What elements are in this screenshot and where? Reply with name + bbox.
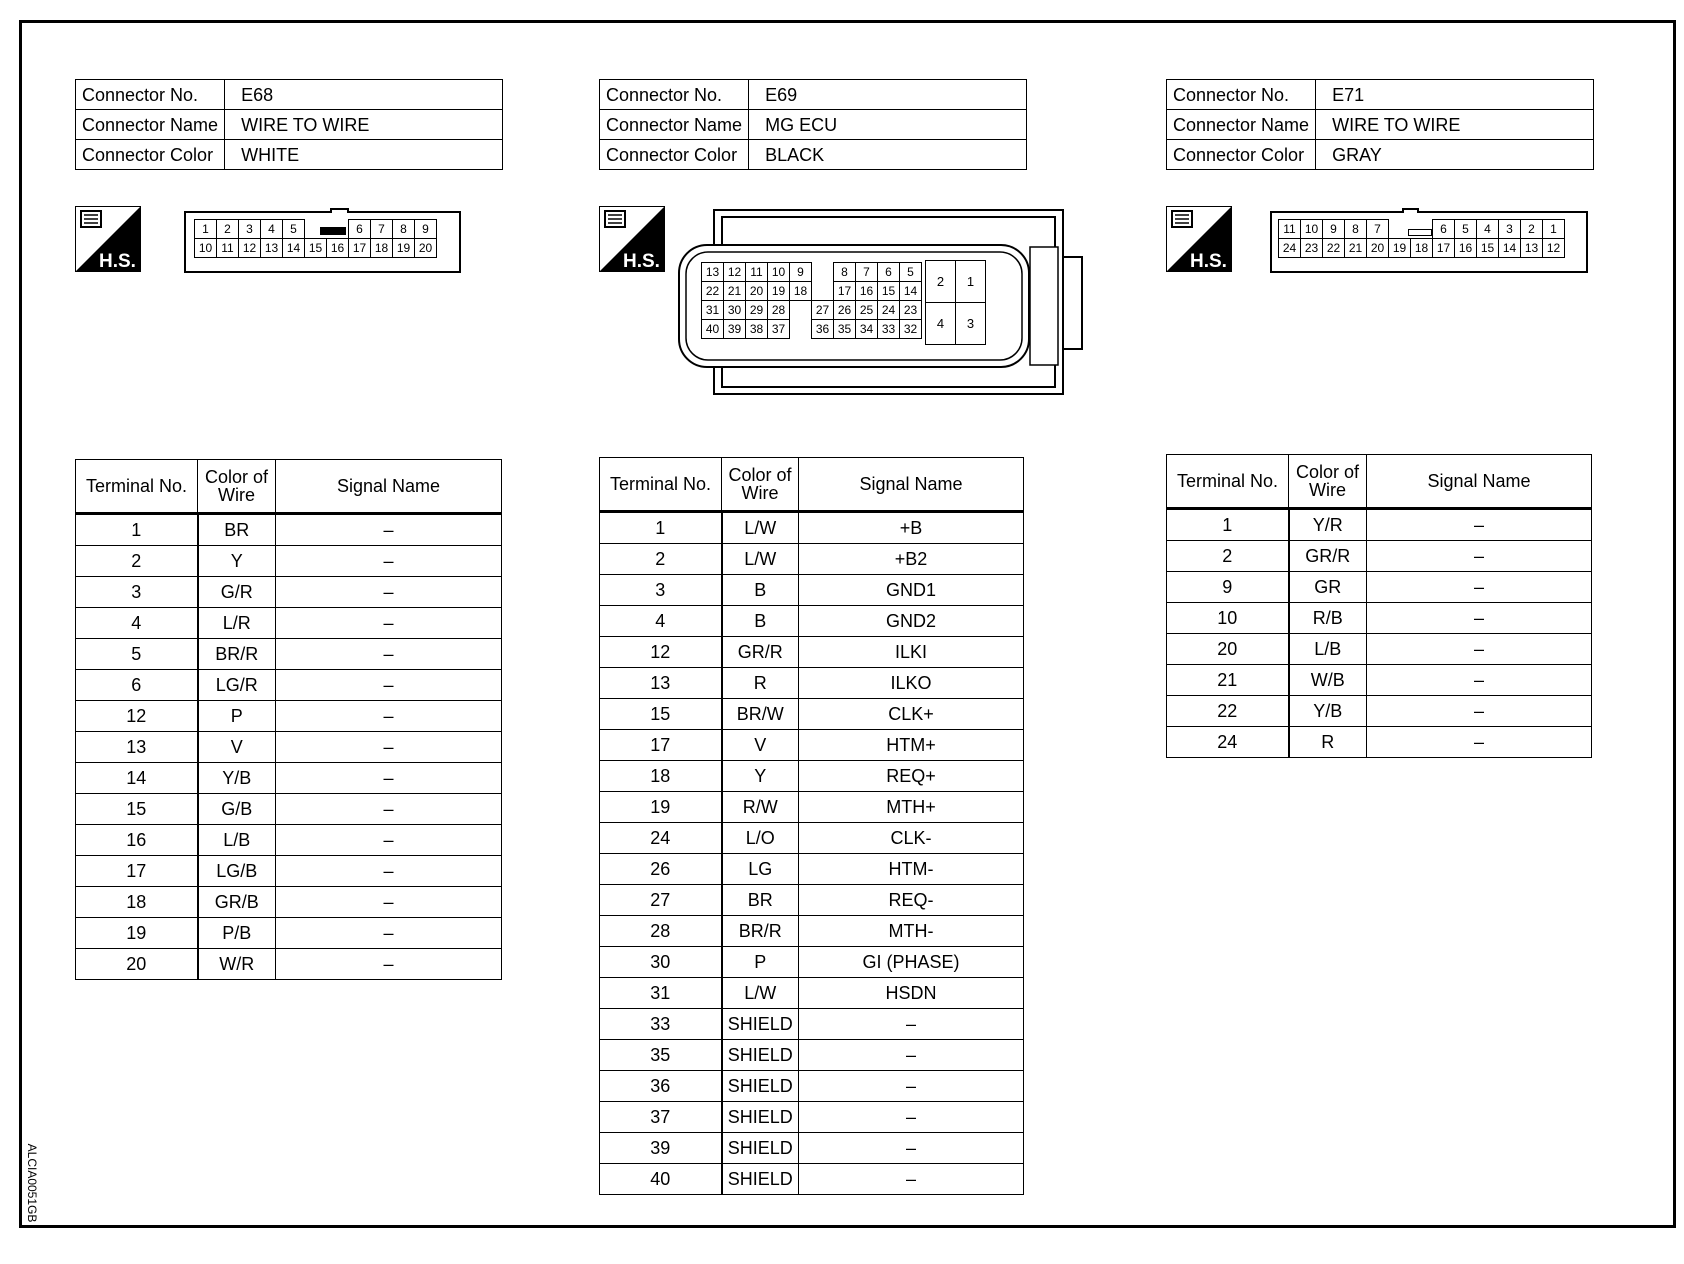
svg-text:H.S.: H.S. [99, 251, 136, 272]
terminal-no: 9 [1167, 572, 1289, 603]
wire-color: SHIELD [722, 1164, 799, 1195]
signal-name: – [276, 608, 502, 639]
wire-color: SHIELD [722, 1009, 799, 1040]
terminal-no: 1 [1167, 509, 1289, 541]
terminal-row [600, 1071, 1024, 1102]
terminal-cavity: 12 [1542, 238, 1565, 258]
connector-info-e68: Connector No. E68 Connector Name WIRE TO WIRE Connector Color WHITE [75, 79, 503, 170]
terminal-row [600, 1040, 1024, 1071]
terminal-row [600, 575, 1024, 606]
power-terminal-cavity: 2 [925, 260, 956, 303]
wire-color: L/W [722, 544, 799, 575]
signal-name: HSDN [799, 978, 1024, 1009]
wire-color: L/B [1289, 634, 1367, 665]
terminal-cavity: 24 [1278, 238, 1301, 258]
terminal-no: 5 [76, 639, 198, 670]
wire-color: GR/R [1289, 541, 1367, 572]
terminal-cavity: 6 [877, 262, 900, 282]
terminal-row [76, 670, 502, 701]
terminal-no: 13 [600, 668, 722, 699]
signal-name: MTH+ [799, 792, 1024, 823]
wire-color: SHIELD [722, 1102, 799, 1133]
terminal-row [1167, 634, 1592, 665]
harness-side-icon [599, 206, 665, 272]
terminal-row [600, 637, 1024, 668]
terminal-row [701, 281, 921, 300]
terminal-row [1167, 541, 1592, 572]
wire-color: V [198, 732, 276, 763]
wire-color: BR/R [198, 639, 276, 670]
terminal-cavity: 2 [216, 219, 239, 239]
terminal-no: 4 [600, 606, 722, 637]
terminal-cavity: 16 [1454, 238, 1477, 258]
terminal-cavity [789, 319, 812, 339]
signal-name: MTH- [799, 916, 1024, 947]
terminal-cavity: 28 [767, 300, 790, 320]
terminal-row [600, 854, 1024, 885]
wire-color: L/W [722, 512, 799, 544]
signal-name: HTM+ [799, 730, 1024, 761]
signal-name: – [276, 763, 502, 794]
wire-color: G/R [198, 577, 276, 608]
figure-code: ALCIA0051GB [25, 1143, 39, 1222]
harness-side-icon [1166, 206, 1232, 272]
signal-name: CLK+ [799, 699, 1024, 730]
terminal-no: 3 [600, 575, 722, 606]
terminal-cavity: 6 [348, 219, 371, 239]
terminal-row [600, 947, 1024, 978]
connector-info-e69: Connector No. E69 Connector Name MG ECU Connector Color BLACK [599, 79, 1027, 170]
signal-name: REQ+ [799, 761, 1024, 792]
signal-name: HTM- [799, 854, 1024, 885]
terminal-row [1167, 509, 1592, 541]
signal-name: ILKI [799, 637, 1024, 668]
terminal-no: 40 [600, 1164, 722, 1195]
signal-name: CLK- [799, 823, 1024, 854]
terminal-row [1167, 696, 1592, 727]
terminal-cavity: 25 [855, 300, 878, 320]
terminal-row [600, 668, 1024, 699]
terminal-no: 15 [600, 699, 722, 730]
terminal-row [194, 219, 436, 238]
terminal-no: 3 [76, 577, 198, 608]
terminal-no: 30 [600, 947, 722, 978]
terminal-cavity: 18 [370, 238, 393, 258]
terminal-cavity: 36 [811, 319, 834, 339]
terminal-cavity: 12 [238, 238, 261, 258]
terminal-row [600, 730, 1024, 761]
signal-name: – [276, 701, 502, 732]
wire-color: G/B [198, 794, 276, 825]
wire-color: Y/R [1289, 509, 1367, 541]
terminal-cavity: 9 [414, 219, 437, 239]
terminal-no: 16 [76, 825, 198, 856]
wire-color: P [722, 947, 799, 978]
terminal-row [701, 262, 921, 281]
terminal-cavity: 18 [1410, 238, 1433, 258]
terminal-no: 1 [600, 512, 722, 544]
terminal-row [1278, 238, 1564, 257]
terminal-cavity: 22 [701, 281, 724, 301]
terminal-cavity: 12 [723, 262, 746, 282]
terminal-cavity [811, 262, 834, 282]
terminal-cavity: 30 [723, 300, 746, 320]
terminal-cavity: 22 [1322, 238, 1345, 258]
wire-color: P [198, 701, 276, 732]
signal-name: – [799, 1009, 1024, 1040]
terminal-cavity: 19 [392, 238, 415, 258]
wire-color: GR [1289, 572, 1367, 603]
terminal-row [76, 949, 502, 980]
terminal-cavity: 40 [701, 319, 724, 339]
terminal-row [600, 699, 1024, 730]
wire-color: V [722, 730, 799, 761]
terminal-no: 33 [600, 1009, 722, 1040]
power-terminal-cavity: 1 [955, 260, 986, 303]
terminal-cavity: 23 [899, 300, 922, 320]
wire-color: BR [198, 514, 276, 546]
terminal-no: 2 [600, 544, 722, 575]
terminal-row [76, 918, 502, 949]
signal-name: – [276, 949, 502, 980]
svg-text:H.S.: H.S. [1190, 251, 1227, 272]
terminal-row [76, 514, 502, 546]
terminal-no: 18 [76, 887, 198, 918]
signal-name: – [276, 856, 502, 887]
signal-name: – [1367, 509, 1592, 541]
terminal-cavity: 18 [789, 281, 812, 301]
wire-color: GR/R [722, 637, 799, 668]
terminal-no: 12 [76, 701, 198, 732]
terminal-cavity: 32 [899, 319, 922, 339]
signal-name: +B2 [799, 544, 1024, 575]
terminal-no: 24 [600, 823, 722, 854]
terminal-row [600, 544, 1024, 575]
terminal-row [76, 608, 502, 639]
terminal-cavity: 7 [1366, 219, 1389, 239]
terminal-no: 6 [76, 670, 198, 701]
terminal-cavity: 10 [1300, 219, 1323, 239]
terminal-cavity: 13 [260, 238, 283, 258]
terminal-row [600, 1133, 1024, 1164]
signal-name: – [799, 1133, 1024, 1164]
terminal-cavity [789, 300, 812, 320]
terminal-cavity: 20 [745, 281, 768, 301]
signal-name: – [276, 670, 502, 701]
wire-color: R [722, 668, 799, 699]
wire-color: B [722, 606, 799, 637]
terminal-cavity: 27 [811, 300, 834, 320]
keyway-marker [320, 227, 346, 235]
terminal-cavity: 17 [833, 281, 856, 301]
terminal-row [600, 606, 1024, 637]
terminal-row [76, 546, 502, 577]
terminal-no: 14 [76, 763, 198, 794]
wire-color: SHIELD [722, 1071, 799, 1102]
terminal-cavity: 10 [767, 262, 790, 282]
signal-name: – [276, 577, 502, 608]
wire-color: B [722, 575, 799, 606]
terminal-cavity: 33 [877, 319, 900, 339]
wire-color: W/B [1289, 665, 1367, 696]
terminal-no: 15 [76, 794, 198, 825]
terminal-cavity: 17 [1432, 238, 1455, 258]
signal-name: +B [799, 512, 1024, 544]
terminal-row [76, 794, 502, 825]
terminal-no: 10 [1167, 603, 1289, 634]
terminal-cavity: 6 [1432, 219, 1455, 239]
terminal-cavity: 8 [392, 219, 415, 239]
terminal-row [1167, 572, 1592, 603]
terminal-row [600, 1164, 1024, 1195]
terminal-cavity: 9 [789, 262, 812, 282]
terminal-no: 12 [600, 637, 722, 668]
terminal-no: 2 [76, 546, 198, 577]
wire-color: L/B [198, 825, 276, 856]
wire-color: R/B [1289, 603, 1367, 634]
terminal-cavity: 23 [1300, 238, 1323, 258]
wire-color: L/O [722, 823, 799, 854]
terminal-cavity: 13 [701, 262, 724, 282]
signal-name: – [276, 887, 502, 918]
terminal-cavity: 1 [1542, 219, 1565, 239]
terminal-no: 28 [600, 916, 722, 947]
wire-color: Y/B [198, 763, 276, 794]
terminal-no: 20 [76, 949, 198, 980]
signal-name: – [276, 825, 502, 856]
signal-name: – [799, 1164, 1024, 1195]
wire-color: BR/R [722, 916, 799, 947]
terminal-cavity: 21 [1344, 238, 1367, 258]
terminal-no: 22 [1167, 696, 1289, 727]
terminal-no: 20 [1167, 634, 1289, 665]
wire-color: P/B [198, 918, 276, 949]
terminal-row [600, 823, 1024, 854]
terminal-no: 35 [600, 1040, 722, 1071]
terminal-no: 1 [76, 514, 198, 546]
terminal-row [600, 885, 1024, 916]
terminal-row [600, 916, 1024, 947]
terminal-cavity: 4 [1476, 219, 1499, 239]
signal-name: REQ- [799, 885, 1024, 916]
terminal-cavity: 19 [767, 281, 790, 301]
terminal-table-e69: Terminal No. Color of Wire Signal Name 1 L/W +B 2 L/W +B2 3 B GND1 4 B GND2 12 GR/R ILKI 13 R ILKO 15 BR/W CLK+ 17 V HTM+ 18 Y REQ+ 19 R/W MTH+ 24 L/O CLK- 26 LG HTM- 27 BR REQ- 28 BR/R MTH- 30 P GI (PHASE) 31 L/W HSDN 33 SHIELD – 35 SHIELD – 36 SHIELD – 37 SHIELD – 39 SHIELD – 40 SHIELD – [599, 457, 1024, 1195]
terminal-cavity: 11 [1278, 219, 1301, 239]
terminal-row [701, 319, 921, 338]
terminal-row [1167, 603, 1592, 634]
signal-name: – [1367, 603, 1592, 634]
wire-color: BR [722, 885, 799, 916]
terminal-no: 36 [600, 1071, 722, 1102]
terminal-cavity: 19 [1388, 238, 1411, 258]
terminal-cavity: 9 [1322, 219, 1345, 239]
terminal-cavity: 21 [723, 281, 746, 301]
terminal-row [600, 978, 1024, 1009]
signal-name: – [799, 1102, 1024, 1133]
terminal-row [76, 763, 502, 794]
svg-text:H.S.: H.S. [623, 251, 660, 272]
terminal-table-e71: Terminal No. Color of Wire Signal Name 1 Y/R – 2 GR/R – 9 GR – 10 R/B – 20 L/B – 21 W/B – 22 Y/B – 24 R – [1166, 454, 1592, 758]
terminal-cavity: 24 [877, 300, 900, 320]
terminal-no: 2 [1167, 541, 1289, 572]
signal-name: – [276, 546, 502, 577]
terminal-row [76, 856, 502, 887]
terminal-cavity: 7 [855, 262, 878, 282]
terminal-cavity: 16 [855, 281, 878, 301]
signal-name: GND1 [799, 575, 1024, 606]
terminal-no: 4 [76, 608, 198, 639]
wire-color: Y [722, 761, 799, 792]
wire-color: R/W [722, 792, 799, 823]
terminal-row [600, 1102, 1024, 1133]
terminal-cavity: 20 [414, 238, 437, 258]
terminal-cavity: 8 [1344, 219, 1367, 239]
terminal-cavity: 16 [326, 238, 349, 258]
signal-name: GI (PHASE) [799, 947, 1024, 978]
terminal-row [76, 825, 502, 856]
signal-name: – [1367, 541, 1592, 572]
terminal-cavity: 31 [701, 300, 724, 320]
terminal-cavity: 14 [899, 281, 922, 301]
power-terminal-cavity: 3 [955, 302, 986, 345]
signal-name: – [276, 794, 502, 825]
power-terminal-cavity: 4 [925, 302, 956, 345]
terminal-no: 17 [76, 856, 198, 887]
terminal-no: 39 [600, 1133, 722, 1164]
terminal-row [600, 792, 1024, 823]
terminal-cavity: 3 [1498, 219, 1521, 239]
wire-color: L/W [722, 978, 799, 1009]
wire-color: LG/B [198, 856, 276, 887]
terminal-cavity: 7 [370, 219, 393, 239]
terminal-cavity: 10 [194, 238, 217, 258]
signal-name: – [276, 639, 502, 670]
terminal-cavity: 14 [282, 238, 305, 258]
terminal-cavity: 37 [767, 319, 790, 339]
connector-info-e71: Connector No. E71 Connector Name WIRE TO WIRE Connector Color GRAY [1166, 79, 1594, 170]
signal-name: GND2 [799, 606, 1024, 637]
signal-name: – [1367, 696, 1592, 727]
wire-color: L/R [198, 608, 276, 639]
terminal-cavity: 15 [1476, 238, 1499, 258]
terminal-no: 24 [1167, 727, 1289, 758]
terminal-row [76, 577, 502, 608]
power-terminal-block [925, 260, 985, 344]
wire-color: R [1289, 727, 1367, 758]
terminal-cavity: 14 [1498, 238, 1521, 258]
terminal-row [600, 512, 1024, 544]
terminal-cavity: 5 [1454, 219, 1477, 239]
signal-name: – [276, 514, 502, 546]
keyway-marker [1408, 229, 1432, 236]
terminal-no: 17 [600, 730, 722, 761]
terminal-no: 19 [76, 918, 198, 949]
terminal-cavity: 11 [745, 262, 768, 282]
terminal-cavity: 1 [194, 219, 217, 239]
terminal-table-e68: Terminal No. Color of Wire Signal Name 1 BR – 2 Y – 3 G/R – 4 L/R – 5 BR/R – 6 LG/R – 12 P – 13 V – 14 Y/B – 15 G/B – 16 L/B – 17 LG/B – 18 GR/B – 19 P/B – 20 W/R – [75, 459, 502, 980]
terminal-no: 21 [1167, 665, 1289, 696]
terminal-cavity: 4 [260, 219, 283, 239]
signal-name: – [1367, 572, 1592, 603]
terminal-row [1167, 665, 1592, 696]
terminal-cavity: 35 [833, 319, 856, 339]
wire-color: Y [198, 546, 276, 577]
wire-color: BR/W [722, 699, 799, 730]
terminal-no: 31 [600, 978, 722, 1009]
signal-name: – [1367, 634, 1592, 665]
terminal-cavity: 39 [723, 319, 746, 339]
terminal-cavity: 17 [348, 238, 371, 258]
terminal-cavity: 11 [216, 238, 239, 258]
terminal-cavity: 5 [899, 262, 922, 282]
terminal-no: 27 [600, 885, 722, 916]
terminal-row [194, 238, 436, 257]
terminal-no: 26 [600, 854, 722, 885]
signal-name: – [1367, 665, 1592, 696]
terminal-row [76, 887, 502, 918]
terminal-cavity: 2 [1520, 219, 1543, 239]
terminal-cavity: 8 [833, 262, 856, 282]
wire-color: LG [722, 854, 799, 885]
terminal-cavity: 20 [1366, 238, 1389, 258]
terminal-no: 19 [600, 792, 722, 823]
terminal-cavity: 15 [304, 238, 327, 258]
signal-name: – [276, 732, 502, 763]
terminal-cavity: 3 [238, 219, 261, 239]
terminal-row [76, 639, 502, 670]
signal-name: – [799, 1040, 1024, 1071]
terminal-cavity: 26 [833, 300, 856, 320]
signal-name: – [276, 918, 502, 949]
terminal-row [1167, 727, 1592, 758]
terminal-row [701, 300, 921, 319]
terminal-row [600, 761, 1024, 792]
signal-name: – [799, 1071, 1024, 1102]
terminal-cavity: 5 [282, 219, 305, 239]
terminal-cavity: 13 [1520, 238, 1543, 258]
wire-color: SHIELD [722, 1133, 799, 1164]
terminal-no: 37 [600, 1102, 722, 1133]
wire-color: Y/B [1289, 696, 1367, 727]
terminal-no: 13 [76, 732, 198, 763]
wire-color: LG/R [198, 670, 276, 701]
terminal-cavity: 15 [877, 281, 900, 301]
terminal-cavity [811, 281, 834, 301]
wire-color: W/R [198, 949, 276, 980]
terminal-cavity: 34 [855, 319, 878, 339]
signal-name: – [1367, 727, 1592, 758]
terminal-cavity: 29 [745, 300, 768, 320]
terminal-no: 18 [600, 761, 722, 792]
terminal-cavity: 38 [745, 319, 768, 339]
harness-side-icon [75, 206, 141, 272]
terminal-row [600, 1009, 1024, 1040]
terminal-row [76, 701, 502, 732]
signal-name: ILKO [799, 668, 1024, 699]
terminal-row [76, 732, 502, 763]
wire-color: SHIELD [722, 1040, 799, 1071]
wire-color: GR/B [198, 887, 276, 918]
